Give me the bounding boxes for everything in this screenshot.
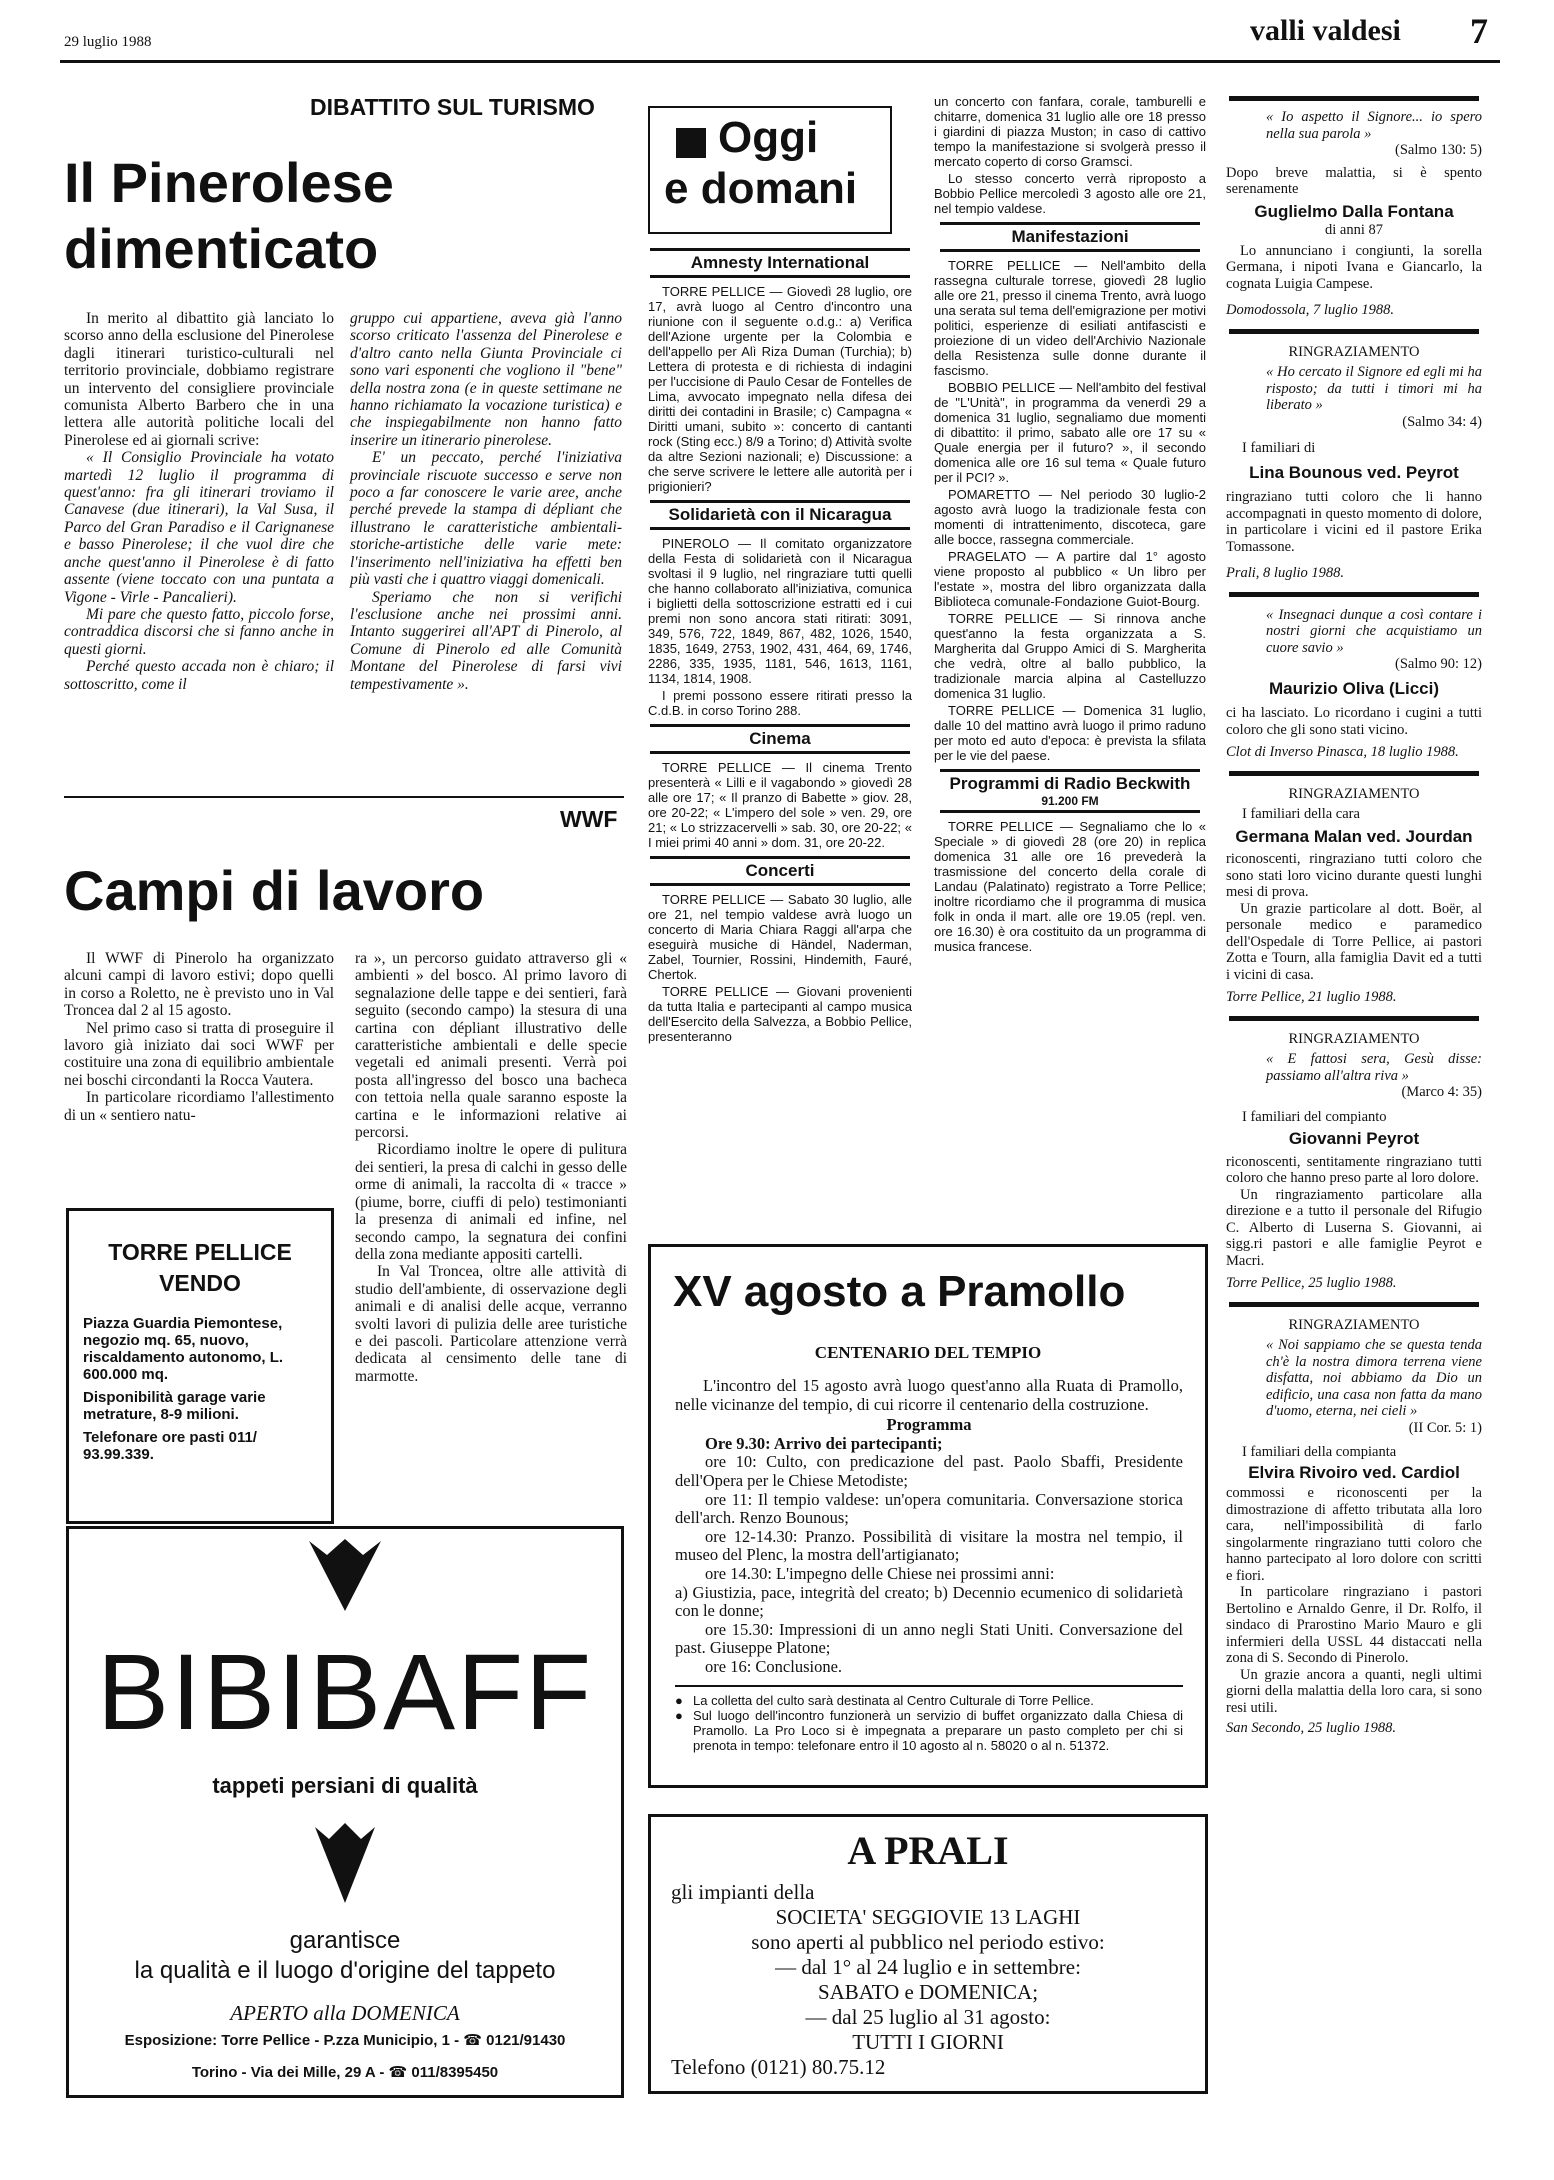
obituary-header: RINGRAZIAMENTO xyxy=(1288,785,1420,802)
header-rule xyxy=(60,60,1500,63)
pramollo-note: Sul luogo dell'incontro funzionerà un servizio di buffet organizzato dalla Chiesa di Pramollo. La Pro Loco si è impegnata a preparare un pasto completo per chi si prenota in tempo: telefonare entro il 10 agosto al n. 58020 o al n. 51372. xyxy=(693,1707,1183,1753)
obituary-body: ci ha lasciato. Lo ricordano i cugini a tutti coloro che gli sono stati vicino. xyxy=(1226,705,1482,738)
tourism-column-2 xyxy=(350,310,622,693)
obituary-header: RINGRAZIAMENTO xyxy=(1288,343,1420,360)
newspaper-name: valli valdesi xyxy=(1250,14,1401,47)
diamond-icon xyxy=(313,1821,377,1905)
wwf-kicker: WWF xyxy=(560,806,618,832)
section-header-concerti: Concerti xyxy=(745,861,815,880)
obituary-body: Un ringraziamento particolare alla direzione e a tutto il personale del Rifugio C. Alberto di Luserna S. Giovanni, ai sigg.ri pastori e alle famiglie Peyrot e Macri. xyxy=(1226,1186,1482,1269)
obituary-quote: « E fattosi sera, Gesù disse: passiamo all'altra riva » xyxy=(1266,1051,1482,1084)
prali-title: A PRALI xyxy=(847,1828,1009,1873)
tourism-title-line2: dimenticato xyxy=(64,217,379,280)
obituary-body: riconoscenti, sentitamente ringraziano tutti coloro che hanno preso parte al loro dolore. xyxy=(1226,1153,1482,1186)
obituary-place: Clot di Inverso Pinasca, 18 luglio 1988. xyxy=(1226,744,1459,760)
program-item: ore 11: Il tempio valdese: un'opera comunitaria. Conversazione storica dell'arch. Renzo Bounous; xyxy=(675,1489,1183,1528)
tourism-quote: Speriamo che non si verifichi l'esclusione anche nei prossimi anni. Intanto suggerirei all'APT di Pinerolo, al Comune di Pinerolo ed alle Comunità Montane del Pinerolese di farsi vivi tempestivamente ». xyxy=(350,588,622,693)
pramollo-intro: L'incontro del 15 agosto avrà luogo quest'anno alla Ruata di Pramollo, nelle vicinanze del tempio, di cui ricorre il centenario della costruzione. xyxy=(675,1376,1183,1414)
tourism-quote: gruppo cui appartiene, aveva già l'anno scorso criticato l'assenza del Pinerolese e d'altro canto nella Giunta Provinciale ci sono vari esponenti che vogliono il "bene" della nostra zona (e in queste settimane ne hanno richiamato la vocazione turistica) e che inspiegabilmente non hanno fatto inserire un itinerario pinerolese. xyxy=(350,310,622,449)
oggi-column-1 xyxy=(648,248,912,1046)
bullet-icon: ● xyxy=(675,1707,683,1723)
pramollo-box xyxy=(648,1244,1208,1788)
bibibaff-address-2: Torino - Via dei Mille, 29 A - ☎ 011/8395450 xyxy=(191,2064,499,2081)
section-header-cinema: Cinema xyxy=(749,729,811,748)
prali-line: TUTTI I GIORNI xyxy=(852,2030,1004,2054)
obituaries-column xyxy=(1226,96,1482,1737)
obituary-quote: « Ho cercato il Signore ed egli mi ha risposto; da tutti i timori mi ha liberato » xyxy=(1266,364,1482,413)
page-number: 7 xyxy=(1470,11,1488,51)
vendo-title-2: VENDO xyxy=(159,1270,241,1296)
program-item: ore 16: Conclusione. xyxy=(705,1656,843,1676)
tourism-quote: E' un peccato, perché l'iniziativa provinciale riscuote successo e serve non poco a far conoscere le varie aree, anche perché prevede la stampa di dépliant che illustrano le caratteristiche ambientali-storiche-artistiche delle varie mete: l'inserimento nell'iniziativa ha effetti ben più vasti che i quattro viaggi domenicali. xyxy=(350,449,622,589)
bibibaff-open: APERTO alla DOMENICA xyxy=(230,2001,460,2025)
wwf-paragraph: Nel primo caso si tratta di proseguire il lavoro già iniziato dai soci WWF per costituire una zona di equilibrio ambientale nei boschi circondanti la Rocca Vautera. xyxy=(64,1019,334,1089)
pramollo-subtitle: CENTENARIO DEL TEMPIO xyxy=(814,1343,1042,1362)
obituary xyxy=(1226,786,1482,1006)
section-header-radio: Programmi di Radio Beckwith xyxy=(949,774,1191,793)
issue-date: 29 luglio 1988 xyxy=(64,34,152,50)
tourism-bottom-rule xyxy=(64,796,624,798)
tourism-quote: Perché questo accada non è chiaro; il sottoscritto, come il xyxy=(64,658,334,693)
section-header-nicaragua: Solidarietà con il Nicaragua xyxy=(668,505,892,524)
prali-line: — dal 1° al 24 luglio e in settembre: xyxy=(775,1955,1081,1979)
obituary xyxy=(1226,1031,1482,1292)
bibibaff-tagline: tappeti persiani di qualità xyxy=(212,1773,478,1798)
notice-amnesty: TORRE PELLICE — Giovedì 28 luglio, ore 17, avrà luogo al Centro d'incontro una riunione con il seguente o.d.g.: a) Verifica dell'Azione urgente per la Colombia e dell'appello per Alì Riza Duman (Turchia); b) Lettera di protesta e di richiesta di indagini per l'uccisione di Paulo Cesar de Fontelles de Lima, avvocato impegnato nella difesa dei diritti dei contadini in Brasile; c) Campagna « Diritti umani, subito »: concerto di cantanti rock (Sting ecc.) 8/9 a Torino; d) Attività svolte da altre Sezioni nazionali; e) Discussione: a che serve scrivere le lettere alle autorità per i prigionieri? xyxy=(648,284,912,494)
vendo-line: Telefonare ore pasti 011/ 93.99.339. xyxy=(83,1429,257,1463)
program-item: ore 12-14.30: Pranzo. Possibilità di visitare la mostra nel tempio, il museo del Plenc, la mostra dell'artigianato; xyxy=(675,1526,1183,1565)
obituary-body: Lo annunciano i congiunti, la sorella Germana, i nipoti Ivana e Giancarlo, la cognata Luigia Campese. xyxy=(1226,242,1482,292)
obituary-quote: « Io aspetto il Signore... io spero nella sua parola » xyxy=(1266,109,1482,142)
obituary-body: riconoscenti, ringraziano tutti coloro che sono stati loro vicino durante questi lunghi mesi di prova. xyxy=(1226,851,1482,900)
section-header-manifestazioni: Manifestazioni xyxy=(1011,227,1129,246)
prali-line: gli impianti della xyxy=(671,1880,815,1904)
vendo-line: Disponibilità garage varie metrature, 8-9 milioni. xyxy=(83,1389,266,1423)
obituary xyxy=(1226,1317,1482,1737)
obituary-place: Torre Pellice, 25 luglio 1988. xyxy=(1226,1275,1397,1291)
obituary-intro: I familiari del compianto xyxy=(1242,1108,1387,1125)
wwf-paragraph: ra », un percorso guidato attraverso gli « ambienti » del bosco. Al primo lavoro di segnalazione delle tappe e dei sentieri, farà seguito (secondo campo) la stesura di una cartina con dépliant illustrativo delle caratteristiche ambientali e delle specie vegetali ed animali presenti. Verrà poi posta all'ingresso del bosco una bacheca con tettoia nella quale saranno esposte la cartina e le informazioni relative ai percorsi. xyxy=(355,950,627,1142)
obituary-quote: « Noi sappiamo che se questa tenda ch'è la nostra dimora terrena viene disfatta, noi abbiamo da Dio un edificio, una casa non fatta da mano d'uomo, eterna, nei cieli » xyxy=(1266,1337,1482,1419)
prali-line: SABATO e DOMENICA; xyxy=(817,1980,1039,2004)
obituary-body: ringraziano tutti coloro che li hanno accompagnati in questo momento di dolore, in particolare i vicini ed il pastore Erika Tomassone. xyxy=(1226,489,1482,555)
notice-manif: TORRE PELLICE — Si rinnova anche quest'anno la festa organizzata a S. Margherita dal Gruppo Amici di S. Margherita che vedrà, oltre al ballo pubblico, la tradizionale marcia alpina al Castelluzzo domenica 31 luglio. xyxy=(934,611,1206,701)
obituary-intro: I familiari della compianta xyxy=(1242,1444,1397,1460)
wwf-paragraph: Il WWF di Pinerolo ha organizzato alcuni campi di lavoro estivi; dopo quelli in corso a Roletto, ne è previsto uno in Val Troncea dal 2 al 15 agosto. xyxy=(64,950,334,1020)
obituary-name: Germana Malan ved. Jourdan xyxy=(1235,826,1473,846)
obituary-place: Prali, 8 luglio 1988. xyxy=(1226,565,1345,581)
oggi-title-2: e domani xyxy=(664,164,858,213)
notice-radio: TORRE PELLICE — Segnaliamo che lo « Speciale » di giovedì 28 (ore 20) in replica domenica 31 alle ore 16 prevederà la trasmissione del concerto della corale di Landau (Palatinato) registrato a Torre Pellice; inoltre ricordiamo che il programma di musica folk in onda il mart. alle ore 19.05 (repl. ven. ore 16.30) è ora costituito da un programma di musica francese. xyxy=(934,819,1206,954)
notice-manif: POMARETTO — Nel periodo 30 luglio-2 agosto avrà luogo la tradizionale festa con momenti di intrattenimento, discoteca, gare alle bocce, rassegna commerciale. xyxy=(934,487,1206,547)
bibibaff-address-text: Torre Pellice - P.zza Municipio, 1 - ☎ 0121/91430 xyxy=(221,2032,566,2049)
tourism-column-1 xyxy=(64,310,334,693)
oggi-title-1: Oggi xyxy=(718,113,819,162)
notice-manif: PRAGELATO — A partire dal 1° agosto viene proposto al pubblico « Un libro per l'estate », mostra del libro organizzata dalla Biblioteca comunale-Fondazione Guiot-Bourg. xyxy=(934,549,1206,609)
obituary-name: Guglielmo Dalla Fontana xyxy=(1254,201,1454,221)
bullet-icon: ● xyxy=(675,1692,683,1708)
tourism-title xyxy=(64,150,394,282)
vendo-title-1: TORRE PELLICE xyxy=(108,1239,292,1265)
program-item: ore 15.30: Impressioni di un anno negli Stati Uniti. Conversazione del past. Giuseppe Platone; xyxy=(675,1619,1183,1658)
tourism-paragraph: In merito al dibattito già lanciato lo scorso anno della esclusione del Pinerolese dagli itinerari turistico-culturali nel territorio provinciale, dobbiamo registrare un intervento del consigliere provinciale comunista Alberto Barbero che in una lettera alle autorità politiche locali del Pinerolese ed ai giornali scrive: xyxy=(64,310,334,449)
wwf-column-1 xyxy=(64,950,334,1124)
pramollo-body xyxy=(675,1377,1183,1753)
prali-line: sono aperti al pubblico nel periodo estivo: xyxy=(751,1930,1105,1954)
obituary-quote: « Insegnaci dunque a così contare i nostri giorni che acquistiamo un cuore savio » xyxy=(1266,606,1482,656)
wwf-paragraph: Ricordiamo inoltre le opere di pulitura dei sentieri, la presa di calchi in gesso delle orme di animali, la raccolta di « tracce » (piume, borre, ciuffi di pelo) testimonianti la presenza di animali ed infine, nel secondo campo, la segnatura dei confini della zona mediante appositi cartelli. xyxy=(355,1141,627,1263)
obituary-body: commossi e riconoscenti per la dimostrazione di affetto tributata alla loro cara, nell'impossibilità di farlo singolarmente ringraziano tutti coloro che hanno partecipato al loro dolore con scritti e fiori. xyxy=(1226,1485,1482,1584)
vendo-ad xyxy=(66,1208,334,1524)
obituary-place: San Secondo, 25 luglio 1988. xyxy=(1226,1720,1396,1736)
obituary-name: Lina Bounous ved. Peyrot xyxy=(1249,462,1459,482)
tourism-quote: « Il Consiglio Provinciale ha votato martedì 12 luglio il programma di quest'anno: fra gli itinerari troviamo il Canavese (due itinerari), la Val Susa, il Parco del Gran Paradiso e il Carignanese e basso Pinerolese; il che vuol dire che anche quest'anno il Pinerolese è di fatto assente (viene toccato con una puntata a Vigone - Virle - Pancalieri). xyxy=(64,449,334,606)
obituary-body: In particolare ringraziano i pastori Bertolino e Arnaldo Genre, il Dr. Rolfo, il sindaco di Prarostino Mario Mauro e gli infermieri della USSL 44 distaccati nella zona di S. Secondo di Pinerolo. xyxy=(1226,1584,1482,1666)
pramollo-programma-header: Programma xyxy=(886,1415,972,1435)
obituary-intro: Dopo breve malattia, si è spento serenamente xyxy=(1226,164,1482,197)
pramollo-title: XV agosto a Pramollo xyxy=(673,1267,1126,1316)
program-item: ore 14.30: L'impegno delle Chiese nei prossimi anni: xyxy=(705,1563,1055,1583)
obituary-age: di anni 87 xyxy=(1325,222,1383,238)
notice-nicaragua-2: I premi possono essere ritirati presso la C.d.B. in corso Torino 288. xyxy=(648,688,912,718)
square-icon xyxy=(676,128,706,158)
notice-concerti-cont-2: Lo stesso concerto verrà riproposto a Bobbio Pellice mercoledì 3 agosto alle ore 21, nel tempio valdese. xyxy=(934,171,1206,216)
notice-manif: BOBBIO PELLICE — Nell'ambito del festival de "L'Unità", in programma da venerdì 29 a domenica 31 luglio, segnaliamo due momenti di dibattito: il primo, sabato alle ore 17 su « Quale energia per il futuro? », il secondo domenica alle ore 16 sul tema « Quale futuro per il PCI? ». xyxy=(934,380,1206,485)
prali-phone: Telefono (0121) 80.75.12 xyxy=(671,2055,886,2079)
vendo-line: Piazza Guardia Piemontese, negozio mq. 65, nuovo, riscaldamento autonomo, L. 600.000 mq. xyxy=(83,1315,284,1383)
obituary xyxy=(1226,109,1482,319)
bibibaff-guarantee-2: la qualità e il luogo d'origine del tappeto xyxy=(134,1957,556,1984)
pramollo-note: La colletta del culto sarà destinata al Centro Culturale di Torre Pellice. xyxy=(693,1692,1094,1708)
obituary-ref: (Marco 4: 35) xyxy=(1401,1084,1482,1100)
bibibaff-logo: BIBIBAFF xyxy=(96,1631,594,1752)
tourism-title-line1: Il Pinerolese xyxy=(64,151,394,214)
notice-cinema: TORRE PELLICE — Il cinema Trento presenterà « Lilli e il vagabondo » giovedì 28 alle ore 17; « Il pranzo di Babette » giov. 28, ore 20-22; « L'impero del sole » ven. 29, ore 21; « Lo strizzacervelli » sab. 30, ore 20-22; « I miei primi 40 anni » dom. 31, ore 20-22. xyxy=(648,760,912,850)
obituary-body: Un grazie ancora a quanti, negli ultimi giorni della malattia della loro cara, si sono resi utili. xyxy=(1226,1666,1482,1716)
obituary-intro: I familiari di xyxy=(1242,440,1316,456)
obituary xyxy=(1226,344,1482,582)
notice-manif: TORRE PELLICE — Domenica 31 luglio, dalle 10 del mattino avrà luogo il primo raduno per moto ed auto d'epoca: è prevista la sfilata per le vie del paese. xyxy=(934,703,1206,763)
notice-concerti-2: TORRE PELLICE — Giovani provenienti da tutta Italia e partecipanti al campo musica dell'Esercito della Salvezza, a Bobbio Pellice, presenteranno xyxy=(648,984,912,1044)
obituary xyxy=(1226,607,1482,761)
wwf-title: Campi di lavoro xyxy=(64,859,485,922)
notice-nicaragua: PINEROLO — Il comitato organizzatore della Festa di solidarietà con il Nicaragua svoltasi il 9 luglio, nel ringraziare tutti quelli che hanno collaborato all'iniziativa, comunica i biglietti della sottoscrizione estratti ed i cui premi non sono ancora stati ritirati: 3091, 349, 576, 722, 1849, 867, 482, 1026, 1540, 1835, 1649, 2753, 1902, 431, 464, 69, 1746, 2286, 335, 1935, 1181, 546, 1613, 1161, 1134, 1814, 1908. xyxy=(648,536,912,686)
prali-line: — dal 25 luglio al 31 agosto: xyxy=(805,2005,1051,2029)
prali-box xyxy=(648,1814,1208,2094)
bibibaff-address-label: Esposizione: xyxy=(124,2032,218,2049)
tourism-kicker: DIBATTITO SUL TURISMO xyxy=(310,94,595,120)
oggi-domani-box xyxy=(648,106,892,234)
obituary-place: Torre Pellice, 21 luglio 1988. xyxy=(1226,989,1397,1005)
obituary-name: Maurizio Oliva (Licci) xyxy=(1268,678,1440,698)
obituary-intro: I familiari della cara xyxy=(1242,806,1360,822)
obituary-ref: (II Cor. 5: 1) xyxy=(1408,1419,1482,1436)
obituary-body: Un grazie particolare al dott. Boër, al personale medico e paramedico dell'Ospedale di Torre Pellice, ai pastori Zotta e Tourn, alla famiglia Davit ed a tutti i vicini di casa. xyxy=(1226,900,1482,983)
obituary-ref: (Salmo 90: 12) xyxy=(1395,656,1482,672)
bibibaff-address-1 xyxy=(69,2031,621,2049)
program-item: ore 10: Culto, con predicazione del past. Paolo Sbaffi, Presidente dell'Opera per le Chiese Metodiste; xyxy=(675,1452,1183,1490)
obituary-name: Elvira Rivoiro ved. Cardiol xyxy=(1248,1462,1460,1482)
wwf-paragraph: In particolare ricordiamo l'allestimento di un « sentiero natu- xyxy=(64,1089,334,1124)
notice-manif: TORRE PELLICE — Nell'ambito della rassegna culturale torrese, giovedì 28 luglio alle ore 21, presso il cinema Trento, avrà luogo una serata sul tema dell'emigrazione per motivi politici, esperienze di esiliati antifascisti e proiezione di un video dell'Archivio Nazionale della Resistenza sulle donne durante il fascismo. xyxy=(934,258,1206,378)
prali-line: SOCIETA' SEGGIOVIE 13 LAGHI xyxy=(775,1905,1081,1929)
tourism-quote: Mi pare che questo fatto, piccolo forse, contraddica discorsi che si fanno anche in questi giorni. xyxy=(64,605,334,658)
obituary-header: RINGRAZIAMENTO xyxy=(1288,1316,1420,1333)
radio-frequency: 91.200 FM xyxy=(1041,794,1099,808)
program-item: a) Giustizia, pace, integrità del creato; b) Decennio ecumenico di solidarietà con le donne; xyxy=(675,1582,1183,1621)
notice-concerti-cont: un concerto con fanfara, corale, tamburelli e chitarre, domenica 31 luglio alle ore 18 presso i giardini di piazza Muston; in caso di cattivo tempo la manifestazione si svolgerà presso il mercato coperto di corso Gramsci. xyxy=(934,94,1206,169)
obituary-header: RINGRAZIAMENTO xyxy=(1288,1030,1420,1047)
section-header-amnesty: Amnesty International xyxy=(690,253,870,272)
program-item: Ore 9.30: Arrivo dei partecipanti; xyxy=(705,1433,943,1453)
obituary-name: Giovanni Peyrot xyxy=(1288,1129,1420,1148)
diamond-icon xyxy=(305,1535,385,1615)
obituary-ref: (Salmo 130: 5) xyxy=(1395,142,1482,158)
oggi-column-2 xyxy=(934,94,1206,956)
bibibaff-ad xyxy=(66,1526,624,2098)
wwf-paragraph: In Val Troncea, oltre alle attività di studio dell'ambiente, di osservazione degli animali e di analisi delle acque, verranno svolti lavori di pulizia delle aree turistiche e dei pascoli. Particolare attenzione verrà dedicata al censimento delle tane di marmotte. xyxy=(355,1263,627,1385)
notice-concerti-1: TORRE PELLICE — Sabato 30 luglio, alle ore 21, nel tempio valdese avrà luogo un concerto di Maria Chiara Raggi all'arpa che eseguirà musiche di Händel, Naderman, Zabel, Tournier, Rossini, Hindemith, Fauré, Chertok. xyxy=(648,892,912,982)
obituary-ref: (Salmo 34: 4) xyxy=(1402,413,1482,430)
wwf-column-2 xyxy=(355,950,627,1385)
obituary-place: Domodossola, 7 luglio 1988. xyxy=(1226,302,1394,318)
bibibaff-guarantee-1: garantisce xyxy=(289,1927,401,1954)
